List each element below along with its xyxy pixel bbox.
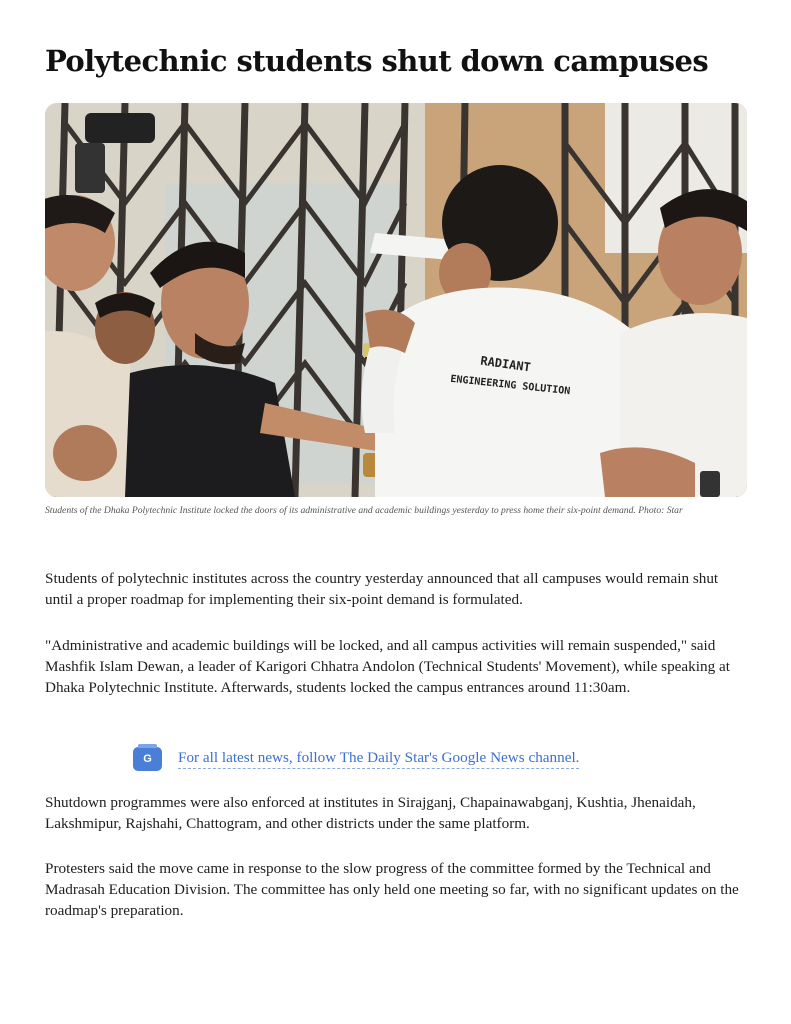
article-paragraph: Protesters said the move came in response to the slow progress of the committee formed by the Technical and Madrasah Education Division. The committee has only held one meeting so far, with no significant updates on the roadmap's preparation. — [45, 860, 739, 919]
photo-caption: Students of the Dhaka Polytechnic Institute locked the doors of its administrative and academic buildings yesterday to press home their six-point demand. Photo: Star — [45, 505, 683, 516]
google-news-promo[interactable] — [133, 746, 579, 772]
article-paragraph: Students of polytechnic institutes across the country yesterday announced that all campuses would remain shut until a proper roadmap for implementing their six-point demand is formulated. — [45, 570, 719, 608]
article-photo — [45, 103, 747, 497]
article-paragraph: Shutdown programmes were also enforced at institutes in Sirajganj, Chapainawabganj, Kushtia, Jhenaidah, Lakshmipur, Rajshahi, Chattogram, and other districts under the same platform. — [45, 794, 696, 832]
shirt-print-line2: ENGINEERING SOLUTION — [449, 373, 571, 398]
article-headline: Polytechnic students shut down campuses — [45, 44, 709, 78]
google-news-icon: G — [133, 747, 162, 771]
shirt-print-line1: RADIANT — [479, 353, 532, 375]
google-news-link[interactable]: For all latest news, follow The Daily Star's Google News channel. — [178, 749, 579, 769]
article-paragraph: "Administrative and academic buildings will be locked, and all campus activities will remain suspended," said Mashfik Islam Dewan, a leader of Karigori Chhatra Andolon (Technical Students' Movement), while speaking at Dhaka Polytechnic Institute. Afterwards, students locked the campus entrances around 11:30am. — [45, 637, 730, 696]
